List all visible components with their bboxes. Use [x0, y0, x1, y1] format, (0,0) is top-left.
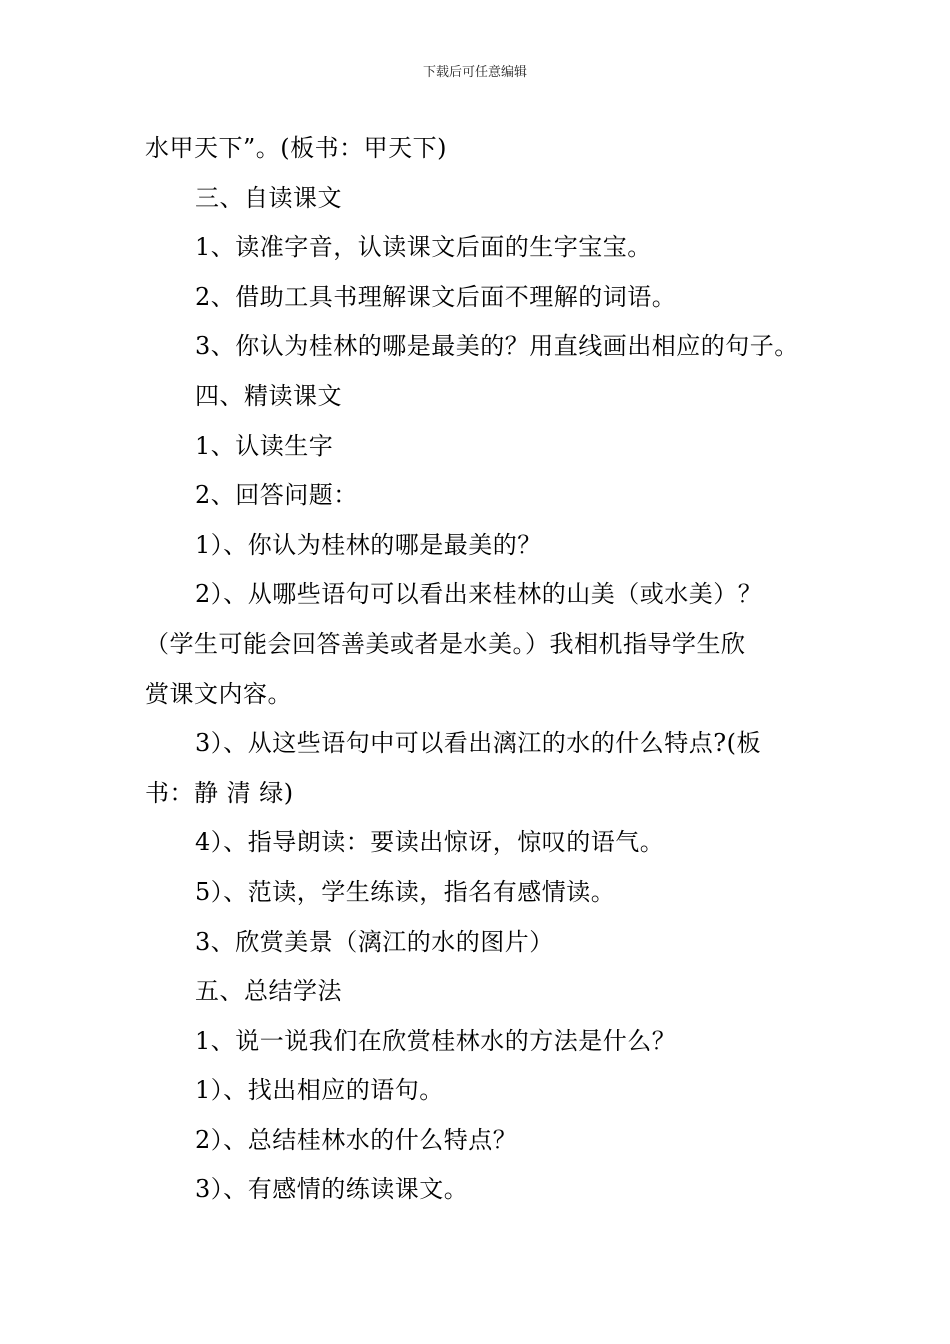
document-body — [145, 124, 820, 1215]
text-line: 2）、从哪些语句可以看出来桂林的山美（或水美）？ — [195, 580, 763, 609]
section-heading: 五、总结学法 — [195, 977, 342, 1006]
text-line: 3）、从这些语句中可以看出漓江的水的什么特点?(板 — [195, 729, 761, 758]
text-line: 4）、指导朗读：要读出惊讶，惊叹的语气。 — [195, 828, 665, 857]
text-line: 1、说一说我们在欣赏桂林水的方法是什么？ — [195, 1026, 677, 1055]
section-heading: 四、精读课文 — [195, 381, 342, 410]
text-line: 3、你认为桂林的哪是最美的？用直线画出相应的句子。 — [195, 332, 799, 361]
text-line: （学生可能会回答善美或者是水美。）我相机指导学生欣 — [145, 629, 746, 658]
text-line: 1、读准字音，认读课文后面的生字宝宝。 — [195, 233, 652, 262]
text-line: 1、认读生字 — [195, 431, 334, 460]
text-line: 2、回答问题： — [195, 481, 358, 510]
text-line: 赏课文内容。 — [145, 679, 292, 708]
section-heading: 三、自读课文 — [195, 183, 342, 212]
text-line: 2）、总结桂林水的什么特点？ — [195, 1125, 518, 1154]
text-line: 3）、有感情的练读课文。 — [195, 1175, 469, 1204]
text-line: 3、欣赏美景（漓江的水的图片） — [195, 927, 554, 956]
text-line: 2、借助工具书理解课文后面不理解的词语。 — [195, 282, 677, 311]
text-line: 1）、你认为桂林的哪是最美的？ — [195, 530, 542, 559]
text-line: 书：静 清 绿) — [145, 778, 294, 807]
text-line: 1）、找出相应的语句。 — [195, 1076, 444, 1105]
text-line: 水甲天下”。(板书：甲天下) — [145, 134, 447, 162]
page-header: 下载后可任意编辑 — [422, 65, 527, 80]
text-line: 5）、范读，学生练读，指名有感情读。 — [195, 877, 616, 906]
